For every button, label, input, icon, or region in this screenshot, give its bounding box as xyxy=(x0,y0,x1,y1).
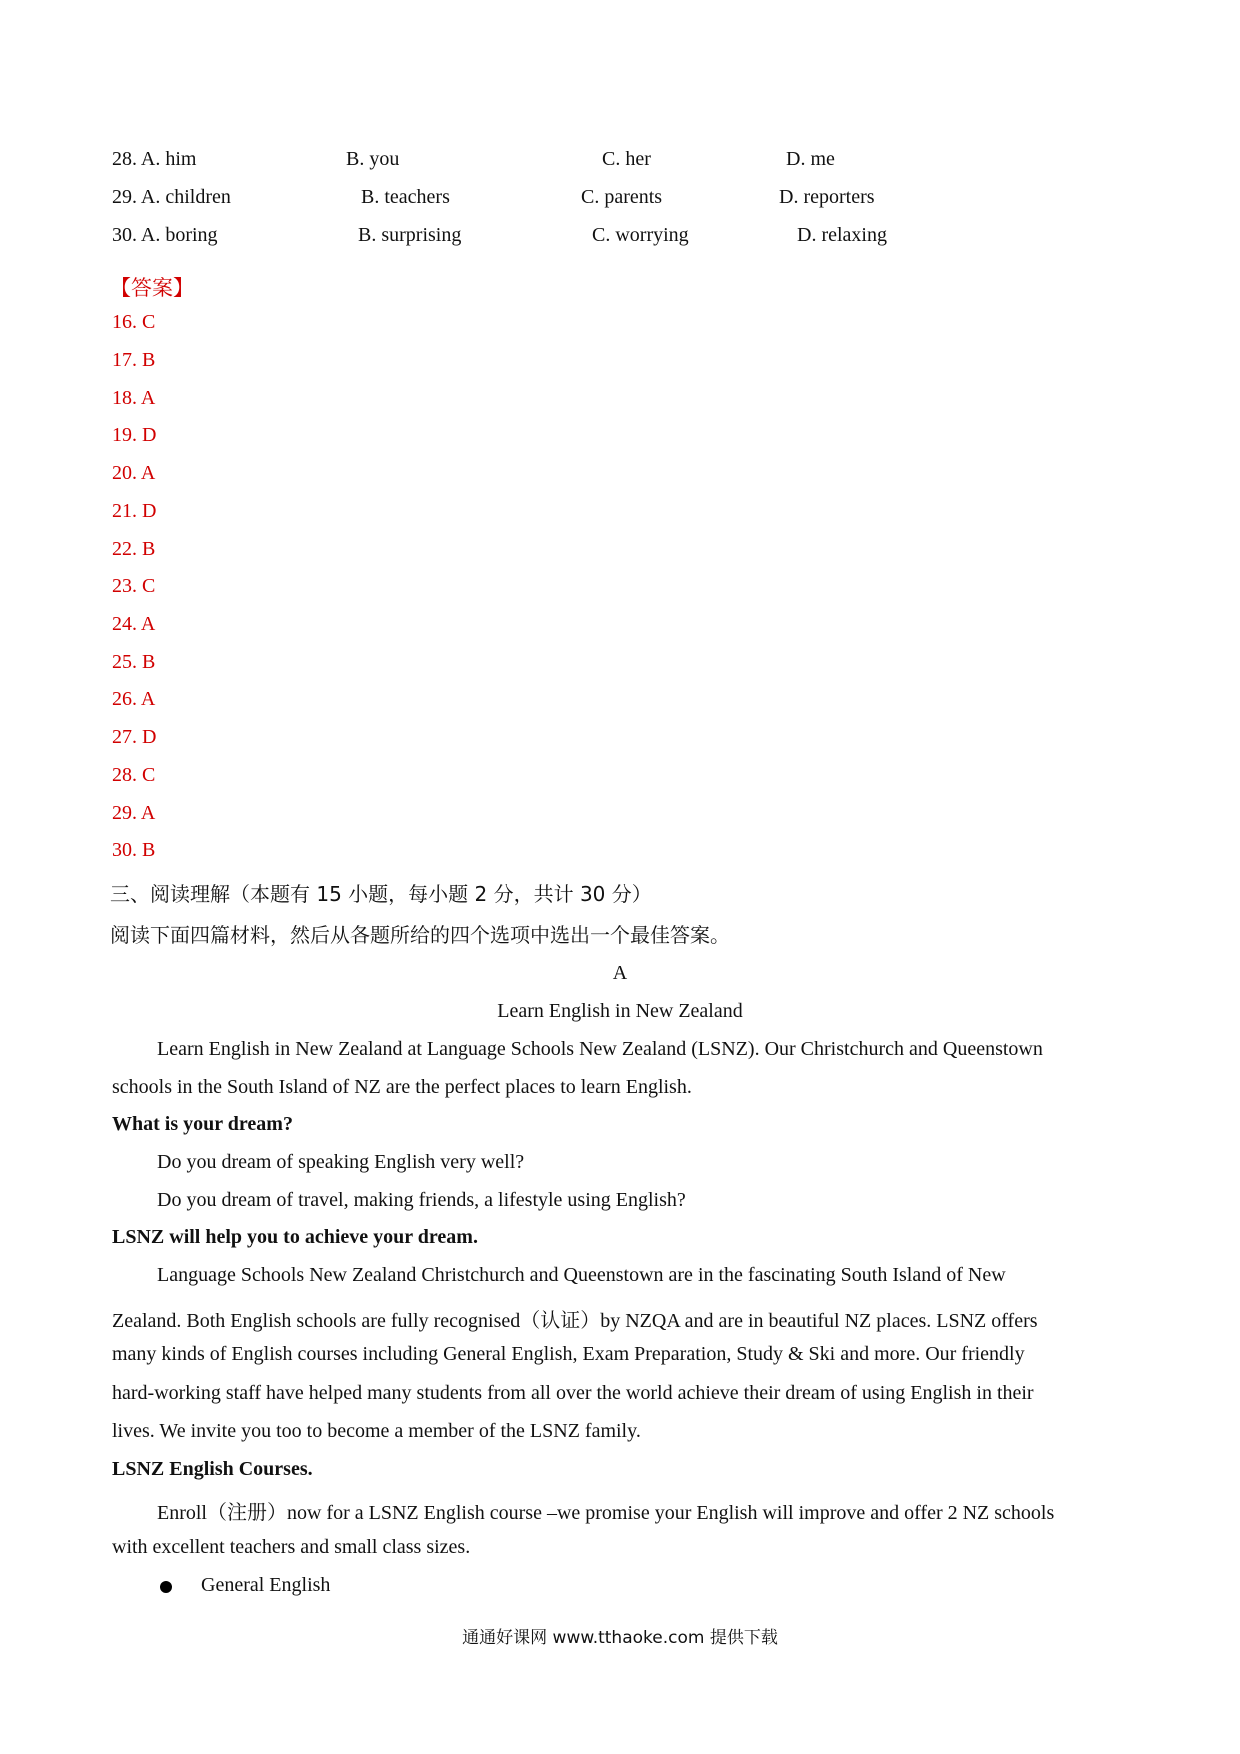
option-28-d: D. me xyxy=(786,148,835,170)
answer-item: 26. A xyxy=(112,688,156,710)
help-paragraph-line: Language Schools New Zealand Christchurch and Queenstown are in the fascinating South Island of New xyxy=(157,1264,1006,1286)
dream-question: Do you dream of travel, making friends, a lifestyle using English? xyxy=(157,1189,686,1211)
dream-question: Do you dream of speaking English very well? xyxy=(157,1151,525,1173)
answer-item: 28. C xyxy=(112,764,156,786)
option-30-a: 30. A. boring xyxy=(112,224,218,246)
option-30-d: D. relaxing xyxy=(797,224,887,246)
option-29-d: D. reporters xyxy=(779,186,875,208)
intro-paragraph-line: schools in the South Island of NZ are the perfect places to learn English. xyxy=(112,1076,692,1098)
answer-header: 【答案】 xyxy=(110,276,194,300)
bullet-icon xyxy=(160,1581,172,1593)
enroll-paragraph-line: with excellent teachers and small class sizes. xyxy=(112,1536,471,1558)
answer-item: 24. A xyxy=(112,613,156,635)
answer-item: 20. A xyxy=(112,462,156,484)
intro-paragraph-line: Learn English in New Zealand at Language Schools New Zealand (LSNZ). Our Christchurch and Queenstown xyxy=(157,1038,1043,1060)
answer-item: 17. B xyxy=(112,349,156,371)
option-28-a: 28. A. him xyxy=(112,148,197,170)
enroll-paragraph-line: Enroll（注册）now for a LSNZ English course –we promise your English will improve and offer 2 NZ schools xyxy=(157,1502,1055,1524)
option-29-b: B. teachers xyxy=(361,186,450,208)
answer-item: 21. D xyxy=(112,500,157,522)
option-29-a: 29. A. children xyxy=(112,186,231,208)
help-paragraph-line: lives. We invite you too to become a member of the LSNZ family. xyxy=(112,1420,641,1442)
section-instruction: 阅读下面四篇材料，然后从各题所给的四个选项中选出一个最佳答案。 xyxy=(110,923,730,947)
answer-item: 25. B xyxy=(112,651,156,673)
section-title: 三、阅读理解（本题有 15 小题，每小题 2 分，共计 30 分） xyxy=(110,882,652,906)
help-paragraph-line: hard-working staff have helped many students from all over the world achieve their dream of using English in their xyxy=(112,1382,1034,1404)
dream-heading: What is your dream? xyxy=(112,1113,293,1135)
option-29-c: C. parents xyxy=(581,186,663,208)
courses-heading: LSNZ English Courses. xyxy=(112,1458,313,1480)
option-28-c: C. her xyxy=(602,148,651,170)
passage-title: Learn English in New Zealand xyxy=(497,1000,743,1022)
course-name: General English xyxy=(201,1574,331,1596)
page-footer: 通通好课网 www.tthaoke.com 提供下载 xyxy=(462,1628,778,1648)
answer-item: 16. C xyxy=(112,311,156,333)
answer-item: 23. C xyxy=(112,575,156,597)
answer-item: 19. D xyxy=(112,424,157,446)
answer-item: 30. B xyxy=(112,839,156,861)
option-28-b: B. you xyxy=(346,148,400,170)
option-30-c: C. worrying xyxy=(592,224,689,246)
answer-item: 27. D xyxy=(112,726,157,748)
answer-item: 18. A xyxy=(112,387,156,409)
passage-letter: A xyxy=(612,962,628,984)
option-30-b: B. surprising xyxy=(358,224,462,246)
help-paragraph-line: Zealand. Both English schools are fully recognised（认证）by NZQA and are in beautiful NZ places. LSNZ offers xyxy=(112,1310,1038,1332)
help-paragraph-line: many kinds of English courses including General English, Exam Preparation, Study & Ski and more. Our friendly xyxy=(112,1343,1025,1365)
answer-item: 22. B xyxy=(112,538,156,560)
answer-item: 29. A xyxy=(112,802,156,824)
help-heading: LSNZ will help you to achieve your dream. xyxy=(112,1226,478,1248)
